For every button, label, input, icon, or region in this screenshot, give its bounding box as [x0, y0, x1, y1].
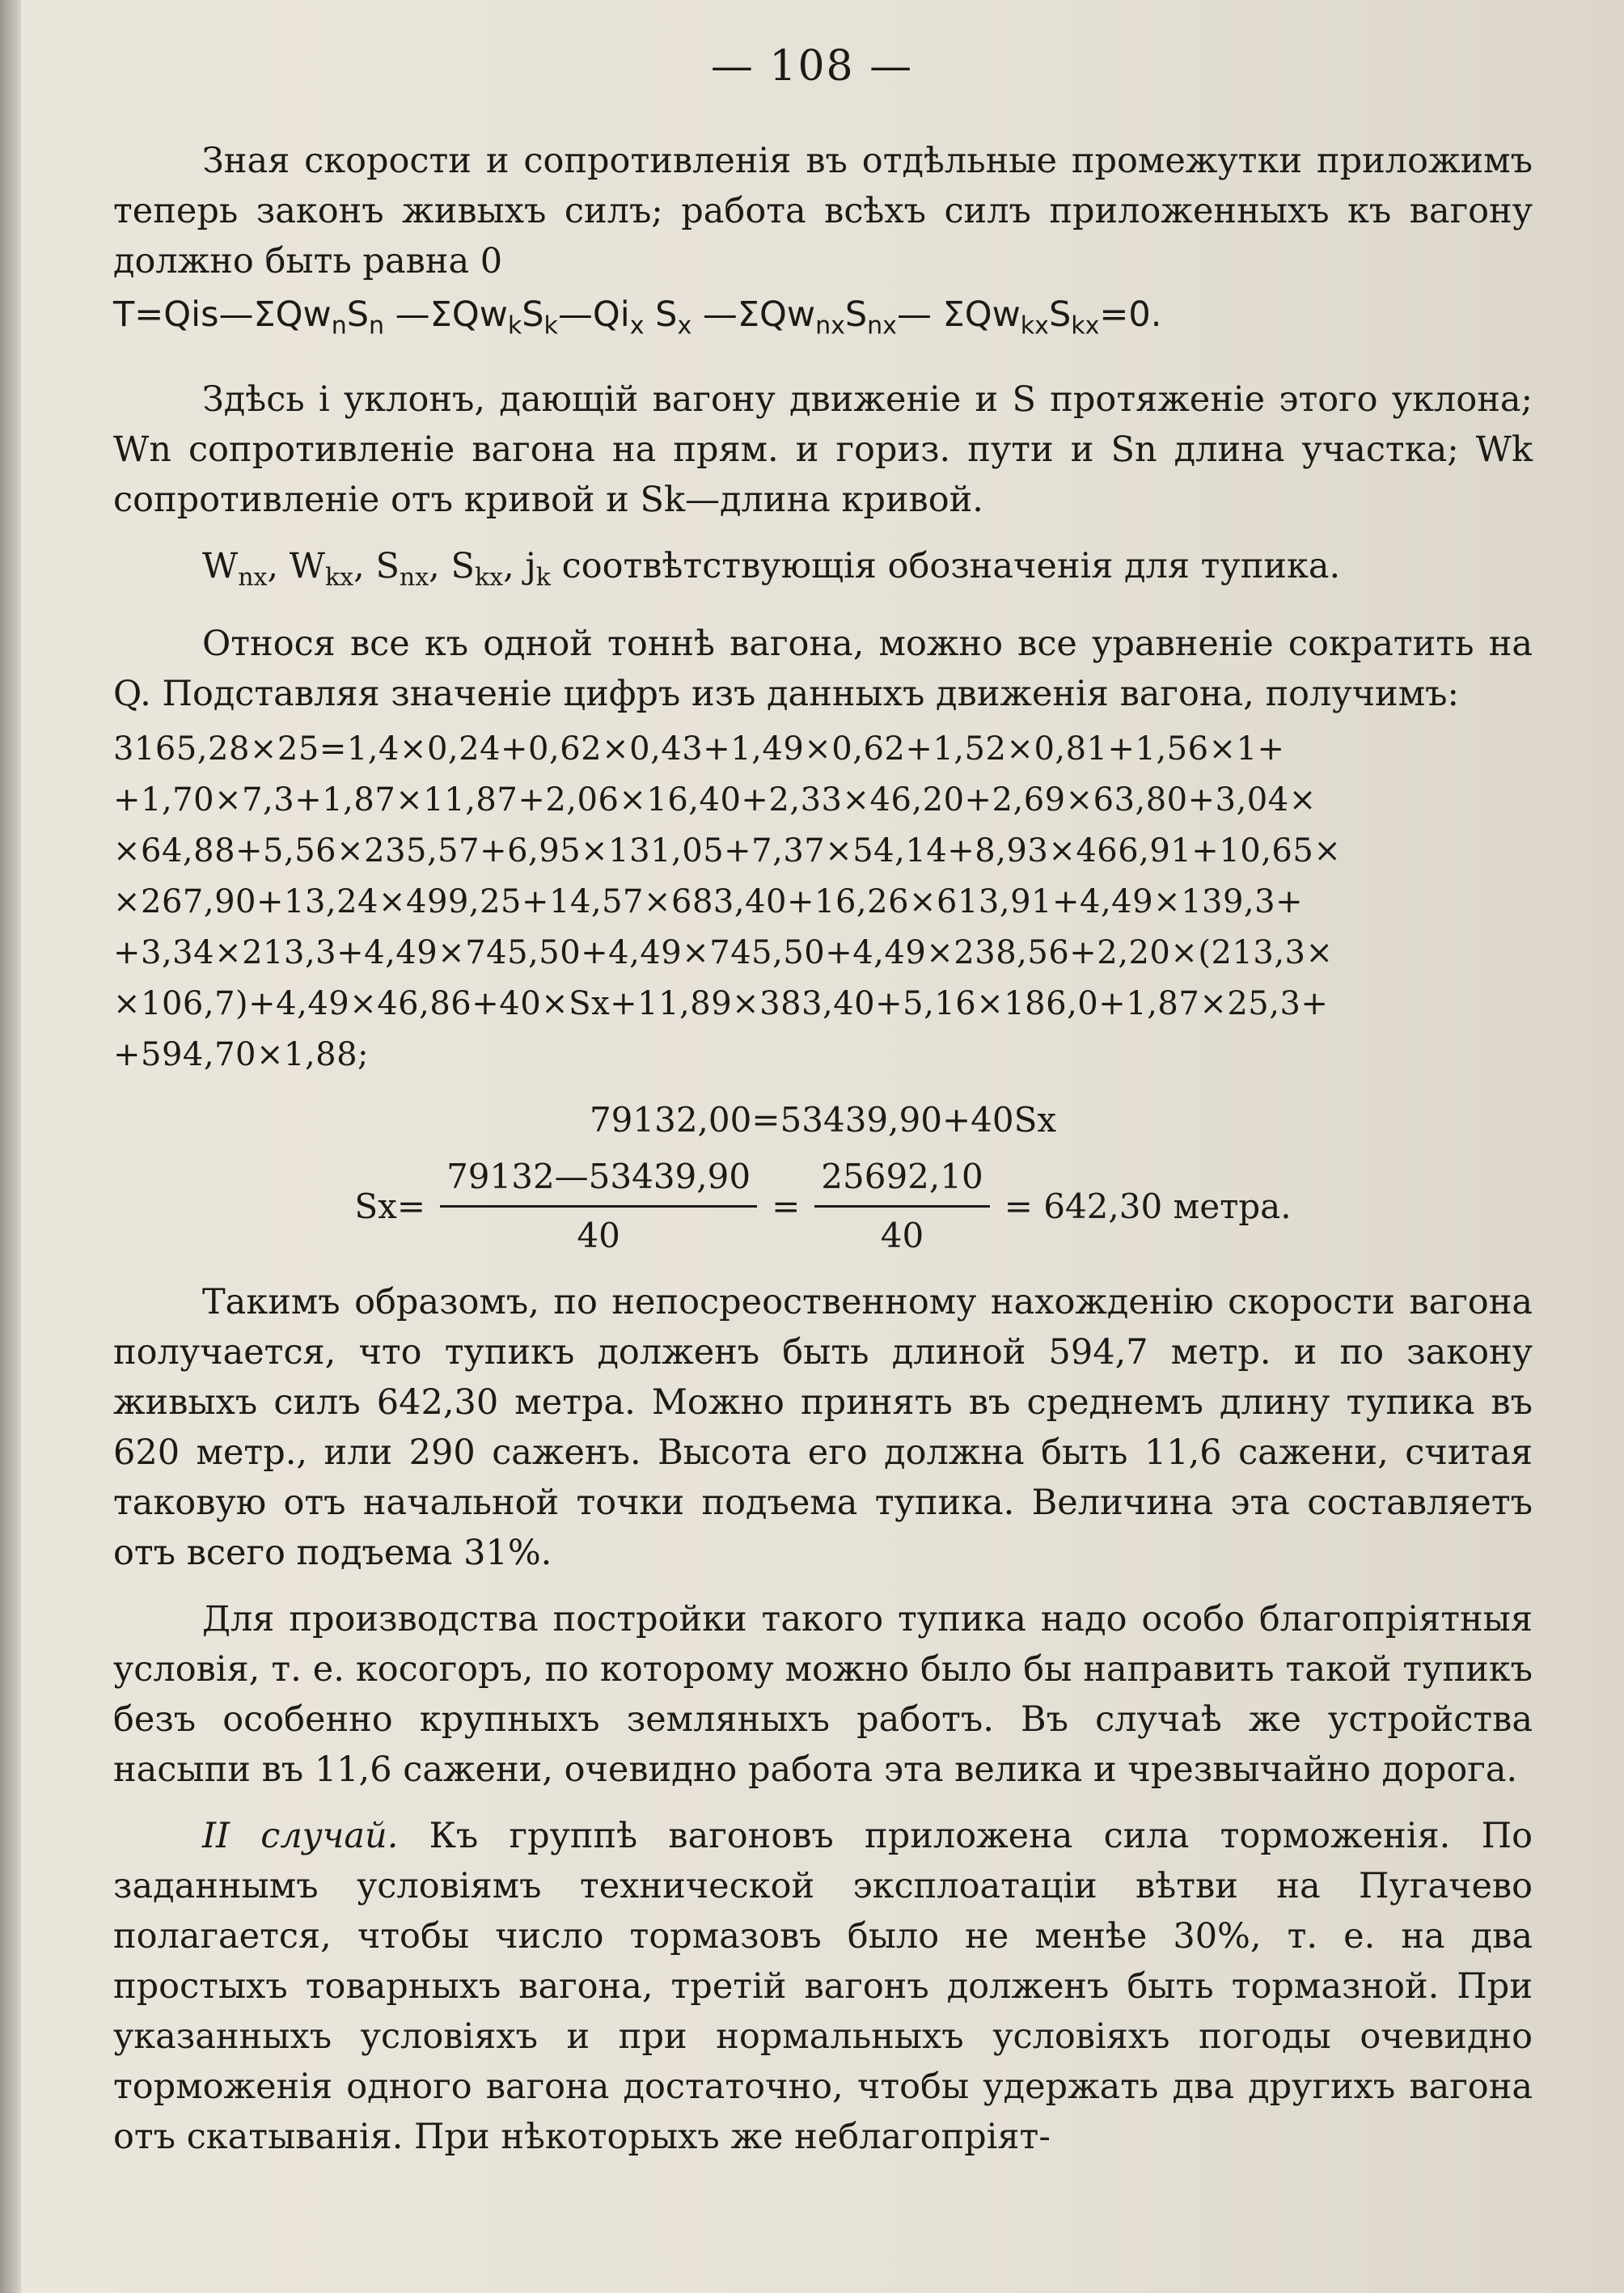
sx-solution: Sx= $\frac{79132—53439,90}{40}$ = $\frac{25692,10}{40}$ = 642,30 метра. [113, 1152, 1533, 1261]
paragraph-6: II случай. Къ группѣ вагоновъ приложена сила торможенія. По заданнымъ условіямъ технической эксплоатаціи вѣтви на Пугачево полагается, чтобы число тормазовъ было не менѣе 30%, т. е. на два простыхъ товарныхъ вагона, третій вагонъ долженъ быть тормазной. При указанныхъ условіяхъ и при нормальныхъ условіяхъ погоды очевидно торможенія одного вагона достаточно, чтобы удержать два другихъ вагона отъ скатыванія. При нѣкоторыхъ же неблагопріят- [113, 1816, 1533, 2158]
page-number: — 108 — [710, 42, 914, 91]
page-body [113, 136, 1533, 2162]
calc-line: +1,70×7,3+1,87×11,87+2,06×16,40+2,33×46,20+2,69×63,80+3,04× [113, 781, 1317, 819]
case-heading: II случай. [202, 1816, 399, 1857]
sx-label: Sx= [354, 1186, 426, 1226]
calc-line: 3165,28×25=1,4×0,24+0,62×0,43+1,49×0,62+1,52×0,81+1,56×1+ [113, 730, 1285, 768]
paragraph-4: Такимъ образомъ, по непосреоственному нахожденію скорости вагона получается, что тупикъ долженъ быть длиной 594,7 метр. и по закону живыхъ силъ 642,30 метра. Можно принять въ среднемъ длину тупика въ 620 метр., или 290 саженъ. Высота его должна быть 11,6 сажени, считая таковую отъ начальной точки подъема тупика. Величина эта составляетъ отъ всего подъема 31%. [113, 1282, 1533, 1574]
sx-result: = 642,30 метра. [1004, 1186, 1292, 1226]
fraction-1: $\frac{79132—53439,90}{40}$ [440, 1152, 757, 1261]
fraction-2: $\frac{25692,10}{40}$ [814, 1152, 989, 1261]
calc-line: ×267,90+13,24×499,25+14,57×683,40+16,26×613,91+4,49×139,3+ [113, 883, 1304, 921]
equation-result: 79132,00=53439,90+40Sx [589, 1100, 1057, 1140]
paragraph-1: Зная скорости и сопротивленія въ отдѣльные промежутки приложимъ теперь законъ живыхъ силъ; работа всѣхъ силъ приложенныхъ къ вагону должно быть равна 0 [113, 141, 1533, 281]
energy-equation: $T=Qis—\Sigma Qw_nS_n$ $—\Sigma Qw_kS_k—Qi_x$ $S_x$ $—\Sigma Qw_{nx}S_{nx}—$ $\Sigma Qw_{kx}S_{kx}=0$. [113, 294, 1162, 341]
numeric-substitution [113, 724, 1533, 1081]
paragraph-3: Относя все къ одной тоннѣ вагона, можно все уравненіе сократить на Q. Подставляя значеніе цифръ изъ данныхъ движенія вагона, получимъ: [113, 624, 1533, 715]
calc-line: ×64,88+5,56×235,57+6,95×131,05+7,37×54,14+8,93×466,91+10,65× [113, 832, 1342, 870]
calc-line: +3,34×213,3+4,49×745,50+4,49×745,50+4,49×238,56+2,20×(213,3× [113, 934, 1334, 972]
paragraph-2: Здѣсь i уклонъ, дающій вагону движеніе и S протяженіе этого уклона; Wn сопротивленіе вагона на прям. и гориз. пути и Sn длина участка; Wk сопротивленіе отъ кривой и Sk—длина кривой. [113, 379, 1533, 520]
paragraph-5: Для производства постройки такого тупика надо особо благопріятныя условія, т. е. косогоръ, по которому можно было бы направить такой тупикъ безъ особенно крупныхъ земляныхъ работъ. Въ случаѣ же устройства насыпи въ 11,6 сажени, очевидно работа эта велика и чрезвычайно дорога. [113, 1599, 1533, 1791]
calc-line: ×106,7)+4,49×46,86+40×Sx+11,89×383,40+5,16×186,0+1,87×25,3+ [113, 985, 1329, 1023]
book-gutter [0, 0, 21, 2293]
calc-line: +594,70×1,88; [113, 1036, 370, 1074]
tupik-notation: $W_{nx}$, $W_{kx}$, $S_{nx}$, $S_{kx}$, $j_k$ соотвѣтствующія обозначенія для тупика. [202, 545, 1341, 592]
